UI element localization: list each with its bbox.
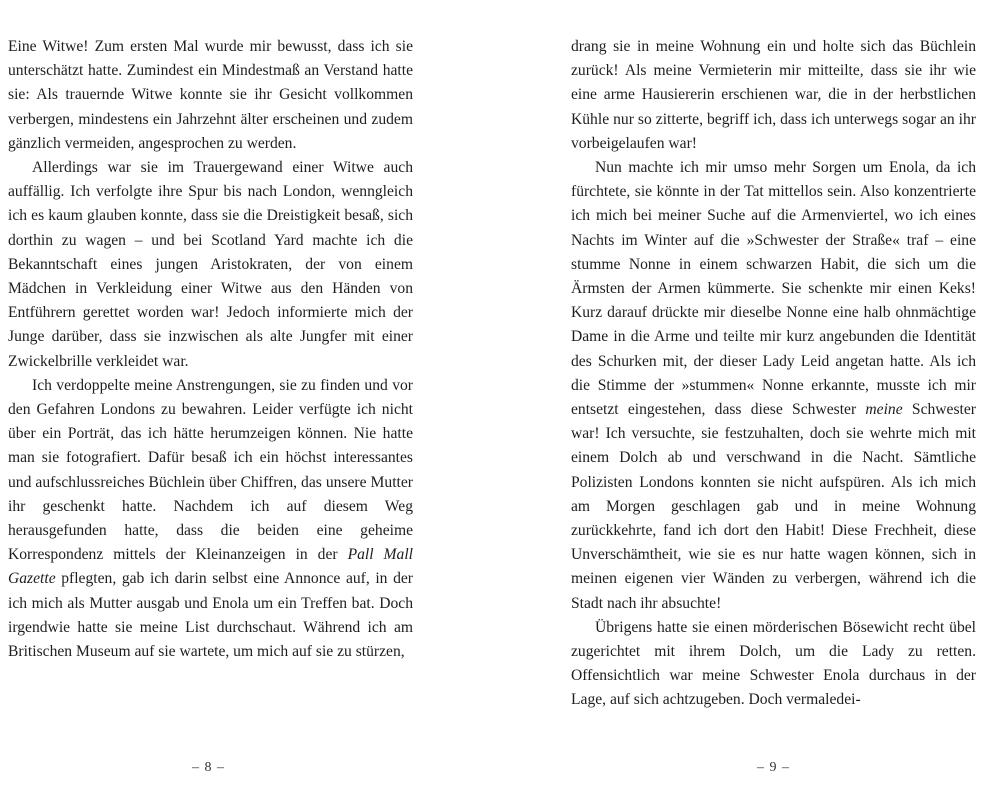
paragraph bbox=[8, 374, 413, 664]
paragraph bbox=[8, 35, 413, 156]
text-run: Übrigens hatte sie einen mörderischen Bösewicht recht übel zugerichtet mit ihrem Dolch, um die Lady zu retten. Offensichtlich war meine Schwester Enola durchaus in der Lage, auf sich achtzugeben. Doch vermaledei- bbox=[571, 618, 976, 709]
text-run: Eine Witwe! Zum ersten Mal wurde mir bewusst, dass ich sie unterschätzt hatte. Zumindest ein Mindestmaß an Verstand hatte sie: Als trauernde Witwe konnte sie ihr Gesicht vollkommen verbergen, mindestens ein Jahrzehnt älter erscheinen und zudem gänzlich vermeiden, angesprochen zu werden. bbox=[8, 38, 413, 152]
text-run: Ich verdoppelte meine Anstrengungen, sie zu finden und vor den Gefahren Londons zu bewahren. Leider verfügte ich nicht über ein Porträt, das ich hätte herumzeigen können. Nie hatte man sie fotografiert. Dafür besaß ich ein höchst interessantes und aufschlussreiches Büchlein über Chiffren, das unsere Mutter ihr geschenkt hatte. Nachdem ich auf diesem Weg herausgefunden hatte, dass die beiden eine geheime Korrespondenz mittels der Kleinanzeigen in der bbox=[8, 376, 413, 564]
paragraph bbox=[8, 156, 413, 374]
italic-text-run: Pall Mall Gazette bbox=[8, 546, 413, 588]
paragraph bbox=[571, 35, 976, 156]
right-page-text bbox=[571, 35, 976, 713]
left-page-text bbox=[8, 35, 413, 664]
left-page bbox=[8, 35, 413, 664]
right-page bbox=[571, 35, 976, 713]
paragraph bbox=[571, 156, 976, 616]
page-number-right: – 9 – bbox=[757, 760, 790, 775]
text-run: Schwester war! Ich versuchte, sie festzuhalten, doch sie wehrte mich mit einem Dolch ab und verschwand in die Nacht. Sämtliche Polizisten Londons konnten sie nicht aufspüren. Als ich mich am Morgen geschlagen gab und in meine Wohnung zurückkehrte, fand ich dort den Habit! Diese Frechheit, diese Unverschämtheit, wie sie es nur hatte wagen können, sich in meinen eigenen vier Wänden zu verbergen, während ich die Stadt nach ihr absuchte! bbox=[571, 401, 976, 612]
paragraph bbox=[571, 616, 976, 713]
italic-text-run: meine bbox=[865, 401, 903, 419]
text-run: Allerdings war sie im Trauergewand einer Witwe auch auffällig. Ich verfolgte ihre Spur bis nach London, wenngleich ich es kaum glauben konnte, dass sie die Dreistigkeit besaß, sich dorthin zu wagen – und bei Scotland Yard machte ich die Bekanntschaft eines jungen Aristokraten, der von einem Mädchen in Verkleidung einer Witwe aus den Händen von Entführern gerettet worden war! Jedoch informierte mich der Junge darüber, dass sie inzwischen als alte Jungfer mit einer Zwickelbrille verkleidet war. bbox=[8, 159, 413, 370]
text-run: pflegten, gab ich darin selbst eine Annonce auf, in der ich mich als Mutter ausgab und Enola um ein Treffen bat. Doch irgendwie hatte sie meine List durchschaut. Während ich am Britischen Museum auf sie wartete, um mich auf sie zu stürzen, bbox=[8, 570, 413, 661]
text-run: drang sie in meine Wohnung ein und holte sich das Büchlein zurück! Als meine Vermieterin mir mitteilte, dass sie ihr wie eine arme Hausiererin erschienen war, die in der herbstlichen Kühle nur so zitterte, begriff ich, dass ich unterwegs sogar an ihr vorbeigelaufen war! bbox=[571, 38, 976, 152]
page-number-left: – 8 – bbox=[192, 760, 225, 775]
text-run: Nun machte ich mir umso mehr Sorgen um Enola, da ich fürchtete, sie könnte in der Tat mittellos sein. Also konzentrierte ich mich bei meiner Suche auf die Armenviertel, wo ich eines Nachts im Winter auf die »Schwester der Straße« traf – eine stumme Nonne in einem schwarzen Habit, die sich um die Ärmsten der Armen kümmerte. Sie schenkte mir einen Keks! Kurz darauf drückte mir dieselbe Nonne eine halb ohnmächtige Dame in die Arme und teilte mir kurz angebunden die Identität des Schurken mit, der dieser Lady Leid angetan hatte. Als ich die Stimme der »stummen« Nonne erkannte, musste ich mir entsetzt eingestehen, dass diese Schwester bbox=[571, 159, 976, 419]
